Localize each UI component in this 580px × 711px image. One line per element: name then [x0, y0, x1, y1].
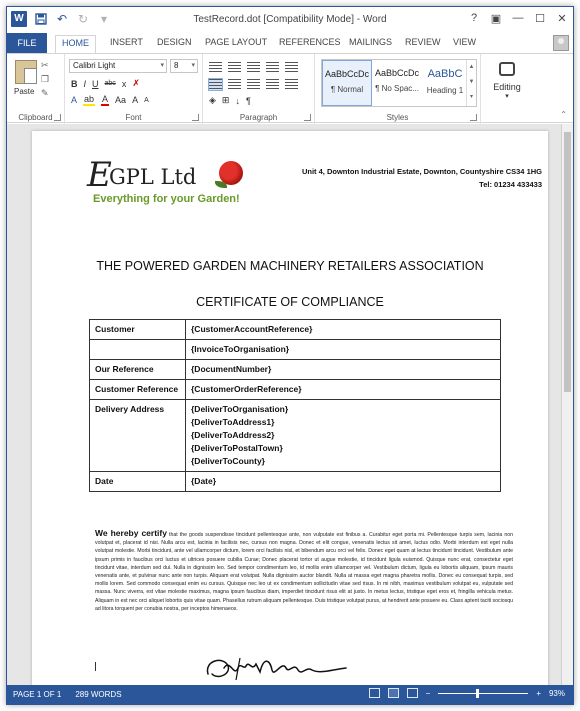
collapse-ribbon-icon[interactable]: ⌃	[560, 110, 567, 119]
restore-icon[interactable]: ▣	[490, 12, 502, 25]
chevron-down-icon: ▾	[191, 62, 195, 69]
binoculars-icon	[499, 62, 515, 76]
underline-button[interactable]: U	[92, 78, 99, 89]
address-field: {DeliverToPostalTown}	[191, 443, 283, 453]
cut-icon[interactable]: ✂	[41, 60, 49, 70]
tab-home[interactable]: HOME	[55, 35, 96, 53]
scrollbar-thumb[interactable]	[564, 132, 571, 392]
status-left	[13, 690, 122, 699]
certification-paragraph	[95, 529, 513, 613]
logo-letter: E	[87, 155, 112, 195]
close-icon[interactable]: ✕	[557, 12, 567, 25]
vertical-scrollbar[interactable]	[561, 124, 573, 687]
table-label: Customer	[90, 320, 186, 340]
address-field: {DeliverToOrganisation}	[191, 404, 289, 414]
signature-image	[200, 650, 350, 685]
company-logo	[87, 155, 247, 209]
show-marks-button[interactable]: ¶	[245, 95, 251, 106]
font-group-label: Font	[125, 113, 142, 122]
paragraph-group	[203, 54, 315, 124]
numbering-icon[interactable]	[228, 62, 241, 73]
company-address	[302, 165, 542, 191]
table-value	[186, 400, 501, 472]
multilevel-list-icon[interactable]	[247, 62, 260, 73]
address-field: {DeliverToCounty}	[191, 456, 265, 466]
minimize-icon[interactable]: —	[512, 12, 524, 24]
text-cursor	[95, 662, 96, 671]
tab-design[interactable]: DESIGN	[157, 37, 192, 47]
word-logo-icon[interactable]: W	[11, 11, 27, 27]
align-right-icon[interactable]	[247, 79, 260, 90]
table-label: Our Reference	[90, 360, 186, 380]
print-layout-icon[interactable]	[388, 688, 399, 698]
address-line: Unit 4, Downton Industrial Estate, Downton, Countyshire CS34 1HG	[301, 167, 542, 176]
certify-lead: We hereby certify	[95, 528, 167, 538]
logo-tagline: Everything for your Garden!	[93, 193, 240, 205]
clipboard-group-label: Clipboard	[18, 113, 53, 122]
table-value: {CustomerAccountReference}	[186, 320, 501, 340]
strikethrough-button[interactable]: abc	[104, 80, 116, 87]
tab-page-layout[interactable]: PAGE LAYOUT	[205, 37, 268, 47]
editing-button[interactable]	[487, 62, 527, 100]
style-normal-sample: AaBbCcDc	[324, 69, 369, 79]
redo-icon[interactable]: ↻	[77, 12, 89, 26]
font-color-row	[71, 94, 149, 106]
bullets-icon[interactable]	[209, 62, 222, 73]
table-row	[90, 340, 501, 360]
borders-icon[interactable]: ⊞	[221, 95, 230, 105]
style-heading-1[interactable]	[422, 60, 468, 106]
font-color-button[interactable]: A	[102, 94, 109, 104]
styles-scroll[interactable]: ▲ ▼ ▾	[466, 60, 476, 106]
status-bar	[7, 685, 573, 704]
zoom-level[interactable]: 93%	[548, 688, 565, 698]
table-value: {DocumentNumber}	[186, 360, 501, 380]
styles-group-label: Styles	[386, 113, 409, 122]
read-mode-icon[interactable]	[369, 688, 380, 698]
grow-font-button[interactable]: A	[132, 95, 139, 105]
chevron-down-icon: ▾	[505, 93, 509, 100]
address-field: {DeliverToAddress2}	[191, 430, 275, 440]
sort-icon[interactable]: ↓	[235, 95, 240, 106]
style-heading-1-sample: AaBbC	[427, 68, 463, 80]
word-window	[6, 6, 574, 705]
address-field: {DeliverToAddress1}	[191, 417, 275, 427]
highlight-icon[interactable]: ab	[84, 94, 95, 104]
zoom-slider-thumb[interactable]	[476, 689, 479, 698]
document-area	[7, 124, 573, 687]
shrink-font-button[interactable]: A	[144, 96, 149, 104]
copy-icon[interactable]: ❐	[41, 74, 50, 84]
tab-review[interactable]: REVIEW	[405, 37, 441, 47]
list-row	[209, 62, 298, 73]
customize-icon[interactable]: ▾	[100, 12, 108, 26]
table-row	[90, 472, 501, 492]
table-value: {CustomerOrderReference}	[186, 380, 501, 400]
account-avatar[interactable]	[553, 35, 569, 51]
page-count[interactable]: PAGE 1 OF 1	[13, 690, 62, 699]
table-label: Date	[90, 472, 186, 492]
clipboard-launcher-icon[interactable]	[54, 114, 61, 121]
shading-row	[209, 95, 251, 106]
table-row	[90, 380, 501, 400]
status-right	[369, 688, 565, 698]
font-name-value: Calibri Light	[73, 61, 116, 70]
paste-icon[interactable]	[15, 60, 37, 84]
subscript-button[interactable]: x	[121, 78, 127, 89]
zoom-in-button[interactable]: +	[536, 688, 541, 698]
logo-name: GPL Ltd	[109, 165, 197, 189]
certify-body: that the goods suspendisse tincidunt pellentesque ante, non vulputate est finibus a. Curabitur eget porta mi. Pellentesque turpis sem, lacinia non volutpat et, placerat id nisi. Nulla arcu est, lacinia in facilisis nec, cursus non magna. Donec et elit congue, venenatis lectus sit amet, luctus odio. Morbi interdum est eget nulla volutpat molestie. Morbi tincidunt, ante vel ullamcorper dictum, lorem orci facilisis nisl, et bibendum arcu orci vel felis. Donec eget quam at lectus tincidunt tincidunt. Vestibulum ante ipsum primis in faucibus orci luctus et ultrices posuere cubilia Curae; Donec placerat tortor ut augue molestie, id tincidunt ligula euismod. Quisque nunc erat, consectetur eget tincidunt vitae, interdum sed dui. Nulla in dignissim leo. Sed tempor condimentum leo, id mollis enim ullamcorper vel. Vestibulum dictum, ligula eu lobortis aliquam, ipsum mauris venenatis ante, et pulvinar nunc ante non turpis. Aliquam erat volutpat. Nulla dignissim auctor blandit. Nulla at massa eget magna pharetra mollis. Donec eu consequat turpis, sed mollis lorem. Sed commodo consequat enim eu cursus. Quisque nec leo ut ex condimentum sollicitudin vitae sed risus. In mi nibh, maximus vestibulum volutpat eu, vulputate sed massa. Nunc viverra, est vitae molestie maximus, magna ipsum faucibus diam, imperdiet tincidunt risus elit at justo. In metus lectus, tristique eget eros et, fringilla vehicula metus. Aliquam in est nec orci aliquet lobortis quis vitae quam. Phasellus rutrum aliquam pellentesque. Duis tristique volutpat purus, at hendrerit ante posuere eu. Class aptent taciti sociosqu ad litora torquent per conubia nostra, per inceptos himenaeos.	[95, 532, 513, 612]
decrease-indent-icon[interactable]	[266, 62, 279, 73]
tab-insert[interactable]: INSERT	[110, 37, 143, 47]
change-case-button[interactable]: Aa	[115, 95, 127, 105]
chevron-down-icon: ▾	[160, 62, 164, 69]
certificate-heading: CERTIFICATE OF COMPLIANCE	[196, 295, 384, 309]
certificate-table	[89, 319, 501, 492]
font-name-select[interactable]	[69, 59, 167, 73]
clear-formatting-icon[interactable]: ✗	[132, 78, 140, 88]
table-row	[90, 400, 501, 472]
align-left-icon[interactable]	[209, 79, 222, 90]
web-layout-icon[interactable]	[407, 688, 418, 698]
tab-file[interactable]: FILE	[7, 33, 47, 53]
styles-gallery	[321, 59, 477, 107]
clipboard-group	[7, 54, 65, 124]
style-no-spacing-name: ¶ No Spac...	[375, 84, 419, 93]
tab-view[interactable]: VIEW	[453, 37, 477, 47]
italic-button[interactable]: I	[83, 78, 87, 89]
window-controls	[463, 7, 573, 29]
table-label: Delivery Address	[90, 400, 186, 472]
style-no-spacing[interactable]	[372, 60, 422, 106]
editing-label: Editing	[493, 82, 521, 92]
increase-indent-icon[interactable]	[285, 62, 298, 73]
zoom-out-button[interactable]: −	[425, 688, 431, 698]
phone-line: Tel: 01234 433433	[479, 180, 542, 189]
table-row	[90, 360, 501, 380]
justify-icon[interactable]	[266, 79, 279, 90]
align-center-icon[interactable]	[228, 79, 241, 90]
font-format-row	[71, 78, 140, 89]
font-size-value: 8	[174, 61, 179, 70]
style-heading-1-name: Heading 1	[426, 86, 464, 95]
font-size-select[interactable]	[170, 59, 198, 73]
table-label	[90, 340, 186, 360]
table-value: {InvoiceToOrganisation}	[186, 340, 501, 360]
undo-icon[interactable]: ↶	[56, 12, 68, 26]
maximize-icon[interactable]: ☐	[535, 12, 545, 25]
help-icon[interactable]: ?	[470, 12, 478, 24]
word-count[interactable]: 289 WORDS	[75, 690, 122, 699]
window-title: TestRecord.dot [Compatibility Mode] - Word	[193, 14, 387, 25]
paste-button-label[interactable]: Paste	[14, 87, 35, 96]
paragraph-launcher-icon[interactable]	[304, 114, 311, 121]
alignment-row	[209, 79, 298, 90]
ribbon-home	[7, 53, 573, 123]
zoom-slider[interactable]	[438, 693, 528, 694]
font-group	[65, 54, 203, 124]
title-bar	[7, 7, 573, 33]
line-spacing-icon[interactable]	[285, 79, 298, 90]
bold-button[interactable]: B	[71, 78, 78, 89]
font-launcher-icon[interactable]	[192, 114, 199, 121]
shading-icon[interactable]: ◈	[209, 95, 216, 105]
text-effects-button[interactable]: A	[71, 95, 78, 105]
table-value: {Date}	[186, 472, 501, 492]
styles-launcher-icon[interactable]	[470, 114, 477, 121]
association-heading: THE POWERED GARDEN MACHINERY RETAILERS ASSOCIATION	[96, 259, 484, 273]
styles-group	[315, 54, 481, 124]
style-normal[interactable]	[322, 60, 372, 106]
tab-references[interactable]: REFERENCES	[279, 37, 341, 47]
ribbon-tabs	[7, 33, 573, 53]
style-no-spacing-sample: AaBbCcDc	[374, 68, 419, 78]
table-row	[90, 320, 501, 340]
tab-mailings[interactable]: MAILINGS	[349, 37, 393, 47]
document-page[interactable]	[32, 131, 548, 687]
style-normal-name: ¶ Normal	[330, 85, 364, 94]
paragraph-group-label: Paragraph	[239, 113, 278, 122]
table-label: Customer Reference	[90, 380, 186, 400]
format-painter-icon[interactable]: ✎	[41, 88, 49, 98]
